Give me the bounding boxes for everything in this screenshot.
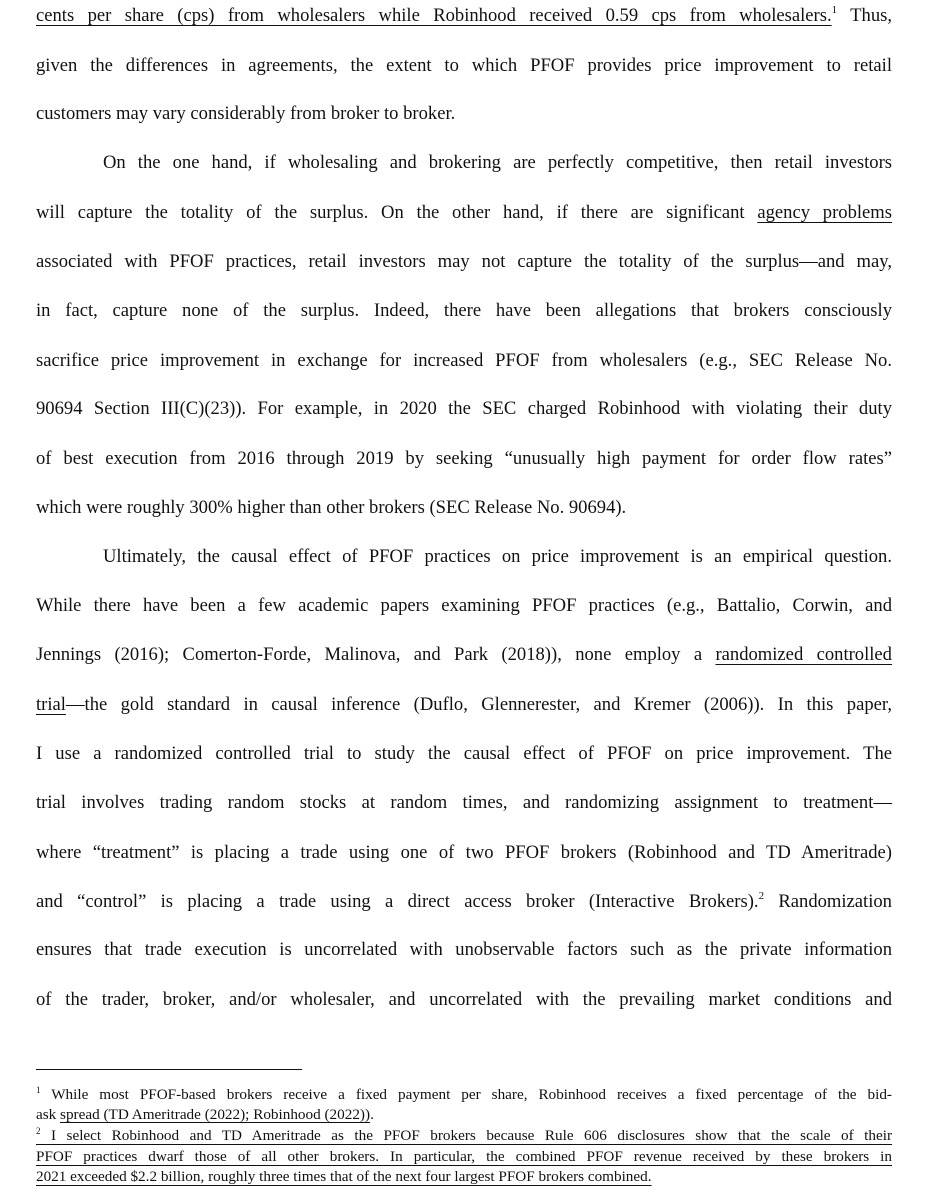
text-line: associated with PFOF practices, retail investors may not capture the totality of the surplus—and may, bbox=[36, 251, 892, 272]
text-line: of the trader, broker, and/or wholesaler, and uncorrelated with the prevailing market conditions and bbox=[36, 989, 892, 1010]
footnote-marker[interactable]: 1 bbox=[831, 4, 838, 16]
footnote-line bbox=[36, 1085, 892, 1104]
underlined-text: randomized controlled bbox=[715, 644, 892, 665]
text-span: Thus, bbox=[837, 5, 893, 26]
footnote-line: 2021 exceeded $2.2 billion, roughly three times that of the next four largest PFOF brokers combined. bbox=[36, 1168, 652, 1185]
text-line bbox=[36, 198, 892, 228]
footnote-number: 2 bbox=[36, 1126, 41, 1136]
text-span: Randomization bbox=[764, 891, 892, 912]
text-line: I use a randomized controlled trial to study the causal effect of PFOF on price improvement. The bbox=[36, 743, 892, 764]
underlined-text: cents per share (cps) from wholesalers while Robinhood received 0.59 cps from wholesalers. bbox=[36, 5, 832, 26]
text-line bbox=[36, 640, 892, 670]
underlined-text: I select Robinhood and TD Ameritrade as the PFOF brokers because Rule 606 disclosures show that the scale of their bbox=[40, 1127, 892, 1144]
footnote-text: While most PFOF-based brokers receive a fixed payment per share, Robinhood receives a fixed percentage of the bid- bbox=[40, 1086, 892, 1103]
paragraph-first-line: On the one hand, if wholesaling and brokering are perfectly competitive, then retail investors bbox=[103, 152, 892, 173]
footnote-marker[interactable]: 2 bbox=[758, 890, 765, 902]
text-line: which were roughly 300% higher than other brokers (SEC Release No. 90694). bbox=[36, 497, 627, 518]
footnote-text: ask bbox=[36, 1106, 61, 1123]
text-line bbox=[36, 1, 892, 31]
text-span: will capture the totality of the surplus. On the other hand, if there are significant bbox=[36, 202, 758, 223]
underlined-text: agency problems bbox=[757, 202, 892, 223]
text-line: where “treatment” is placing a trade using one of two PFOF brokers (Robinhood and TD Ameritrade) bbox=[36, 842, 892, 863]
text-line bbox=[36, 690, 892, 720]
footnote-number: 1 bbox=[36, 1085, 41, 1095]
text-line: 90694 Section III(C)(23)). For example, in 2020 the SEC charged Robinhood with violating their duty bbox=[36, 398, 892, 419]
text-span: Jennings (2016); Comerton-Forde, Malinova, and Park (2018)), none employ a bbox=[36, 644, 716, 665]
text-line: trial involves trading random stocks at random times, and randomizing assignment to treatment— bbox=[36, 792, 892, 813]
footnote-text: . bbox=[370, 1106, 374, 1123]
text-span: —the gold standard in causal inference (Duflo, Glennerester, and Kremer (2006)). In this paper, bbox=[65, 694, 892, 715]
underlined-text: trial bbox=[36, 694, 66, 715]
text-line bbox=[36, 887, 892, 917]
text-line: ensures that trade execution is uncorrelated with unobservable factors such as the private information bbox=[36, 939, 892, 960]
text-line: sacrifice price improvement in exchange for increased PFOF from wholesalers (e.g., SEC Release No. bbox=[36, 350, 892, 371]
text-line: given the differences in agreements, the extent to which PFOF provides price improvement to retail bbox=[36, 55, 892, 76]
footnote-line bbox=[36, 1105, 892, 1124]
text-line: of best execution from 2016 through 2019 by seeking “unusually high payment for order flow rates” bbox=[36, 448, 892, 469]
footnote-line bbox=[36, 1126, 892, 1145]
text-line: in fact, capture none of the surplus. Indeed, there have been allegations that brokers consciously bbox=[36, 300, 892, 321]
text-line: customers may vary considerably from broker to broker. bbox=[36, 103, 456, 124]
underlined-text: spread (TD Ameritrade (2022); Robinhood (2022)) bbox=[60, 1106, 371, 1123]
footnote-separator bbox=[36, 1069, 302, 1070]
paragraph-first-line: Ultimately, the causal effect of PFOF practices on price improvement is an empirical question. bbox=[103, 546, 892, 567]
footnote-line: PFOF practices dwarf those of all other brokers. In particular, the combined PFOF revenue received by these brokers in bbox=[36, 1148, 892, 1165]
text-line: While there have been a few academic papers examining PFOF practices (e.g., Battalio, Corwin, and bbox=[36, 595, 892, 616]
text-span: and “control” is placing a trade using a direct access broker (Interactive Brokers). bbox=[36, 891, 759, 912]
